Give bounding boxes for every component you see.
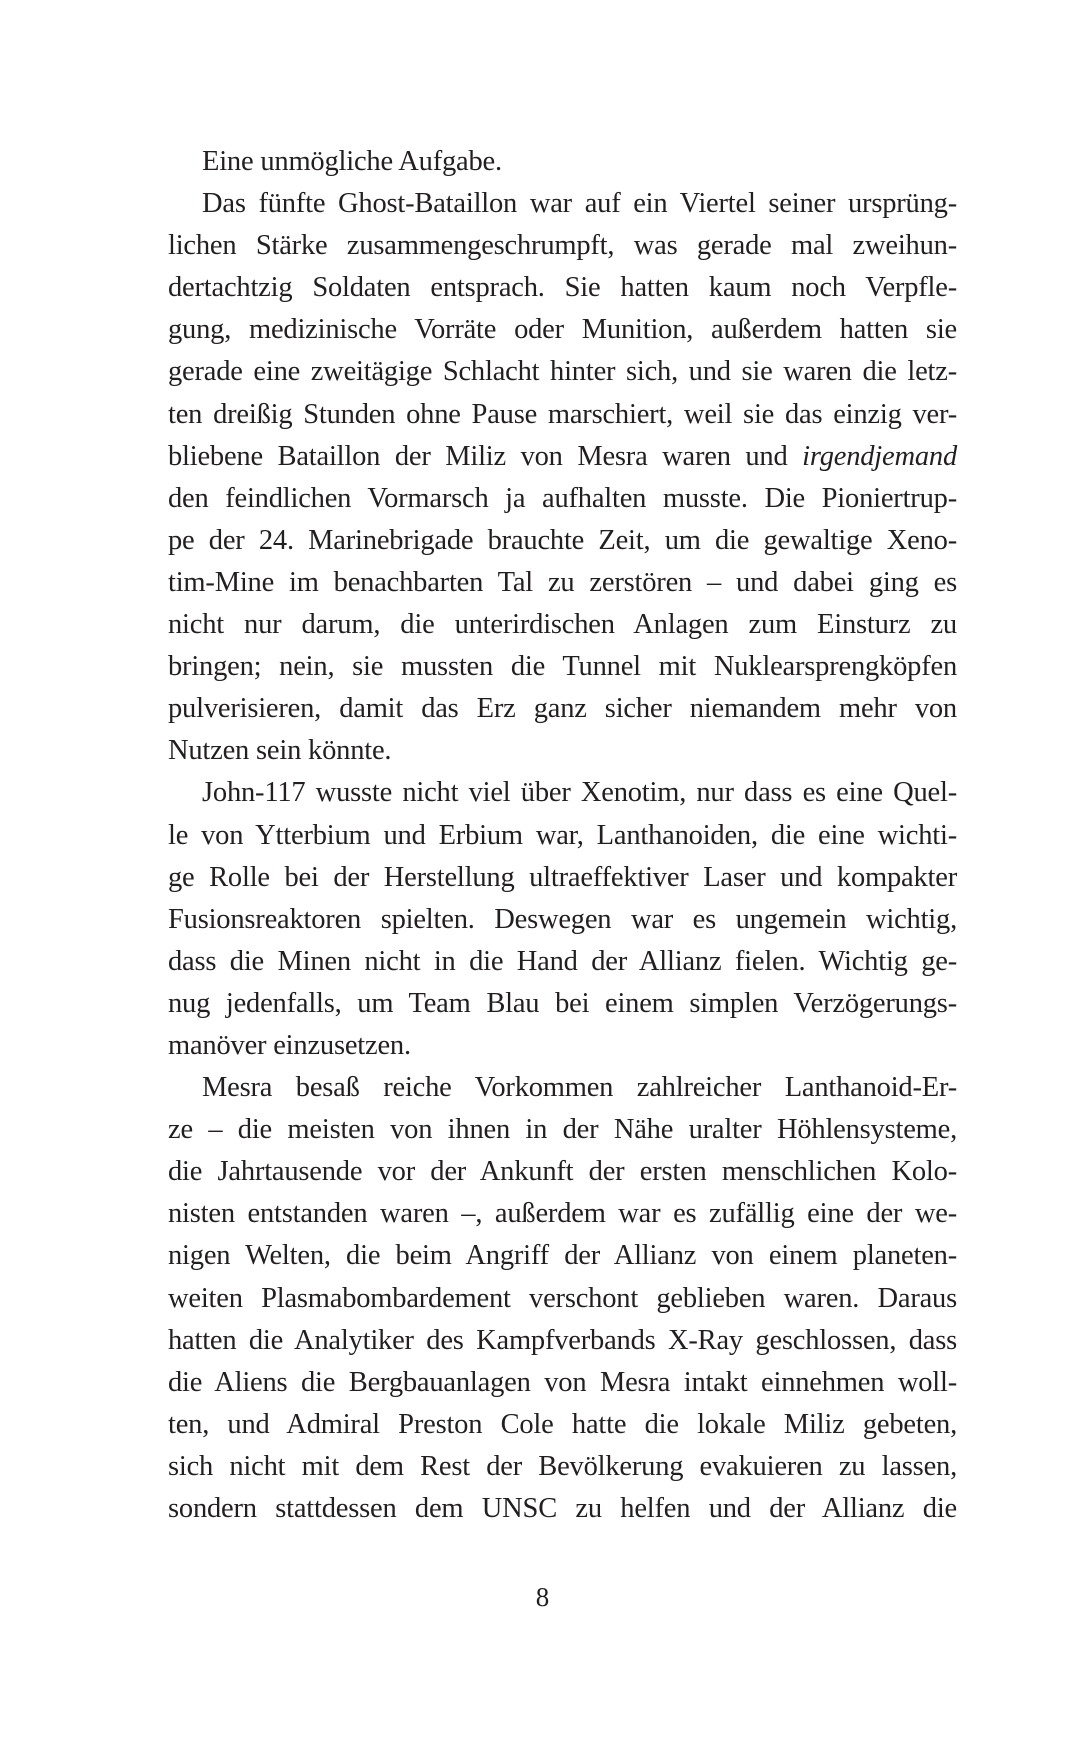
text-line: le von Ytterbium und Erbium war, Lanthanoiden, die eine wichti-	[168, 819, 957, 851]
text-line: dass die Minen nicht in die Hand der Allianz fielen. Wichtig ge-	[168, 945, 957, 977]
text-line: lichen Stärke zusammengeschrumpft, was gerade mal zweihun-	[168, 230, 957, 262]
text-line: Eine unmögliche Aufgabe.	[202, 146, 502, 177]
text-line: Das fünfte Ghost-Bataillon war auf ein Viertel seiner ursprüng-	[202, 188, 957, 220]
text-line: pe der 24. Marinebrigade brauchte Zeit, um die gewaltige Xeno-	[168, 524, 957, 556]
text-line: pulverisieren, damit das Erz ganz sicher niemandem mehr von	[168, 693, 957, 725]
text-line: nug jedenfalls, um Team Blau bei einem simplen Verzögerungs-	[168, 987, 957, 1019]
text-line: sondern stattdessen dem UNSC zu helfen und der Allianz die	[168, 1493, 957, 1524]
text-line: John-117 wusste nicht viel über Xenotim, nur dass es eine Quel-	[202, 777, 957, 809]
text-line: Nutzen sein könnte.	[168, 735, 392, 767]
text-line	[168, 436, 957, 478]
text-line: nisten entstanden waren –, außerdem war es zufällig eine der we-	[168, 1198, 957, 1230]
text-line: manöver einzusetzen.	[168, 1029, 411, 1061]
text-line: ge Rolle bei der Herstellung ultraeffektiver Laser und kompakter	[168, 861, 957, 893]
text-line: Fusionsreaktoren spielten. Deswegen war es ungemein wichtig,	[168, 903, 957, 935]
text-line: weiten Plasmabombardement verschont geblieben waren. Daraus	[168, 1282, 957, 1314]
text-segment: bliebene Bataillon der Miliz von Mesra waren und	[168, 440, 803, 472]
text-line: bringen; nein, sie mussten die Tunnel mit Nuklearsprengköpfen	[168, 651, 957, 683]
text-line: ten, und Admiral Preston Cole hatte die lokale Miliz gebeten,	[168, 1408, 957, 1440]
body-text	[168, 141, 957, 1530]
text-line: Mesra besaß reiche Vorkommen zahlreicher Lanthanoid-Er-	[202, 1072, 957, 1104]
text-line: dertachtzig Soldaten entsprach. Sie hatten kaum noch Verpfle-	[168, 272, 957, 304]
italic-emphasis: irgendjemand	[802, 440, 957, 472]
text-line: die Aliens die Bergbauanlagen von Mesra intakt einnehmen woll-	[168, 1366, 957, 1398]
text-line: gerade eine zweitägige Schlacht hinter sich, und sie waren die letz-	[168, 356, 957, 388]
text-line: tim-Mine im benachbarten Tal zu zerstören – und dabei ging es	[168, 566, 957, 598]
text-line: hatten die Analytiker des Kampfverbands X-Ray geschlossen, dass	[168, 1324, 957, 1356]
text-line: ze – die meisten von ihnen in der Nähe uralter Höhlensysteme,	[168, 1114, 957, 1146]
text-line: nicht nur darum, die unterirdischen Anlagen zum Einsturz zu	[168, 609, 957, 641]
text-line: sich nicht mit dem Rest der Bevölkerung evakuieren zu lassen,	[168, 1450, 957, 1482]
text-line: nigen Welten, die beim Angriff der Allianz von einem planeten-	[168, 1240, 957, 1272]
text-line: gung, medizinische Vorräte oder Munition, außerdem hatten sie	[168, 314, 957, 346]
page-number: 8	[535, 1582, 550, 1612]
text-line: ten dreißig Stunden ohne Pause marschiert, weil sie das einzig ver-	[168, 398, 957, 430]
text-line: die Jahrtausende vor der Ankunft der ersten menschlichen Kolo-	[168, 1156, 957, 1188]
text-line: den feindlichen Vormarsch ja aufhalten musste. Die Pioniertrup-	[168, 482, 957, 514]
